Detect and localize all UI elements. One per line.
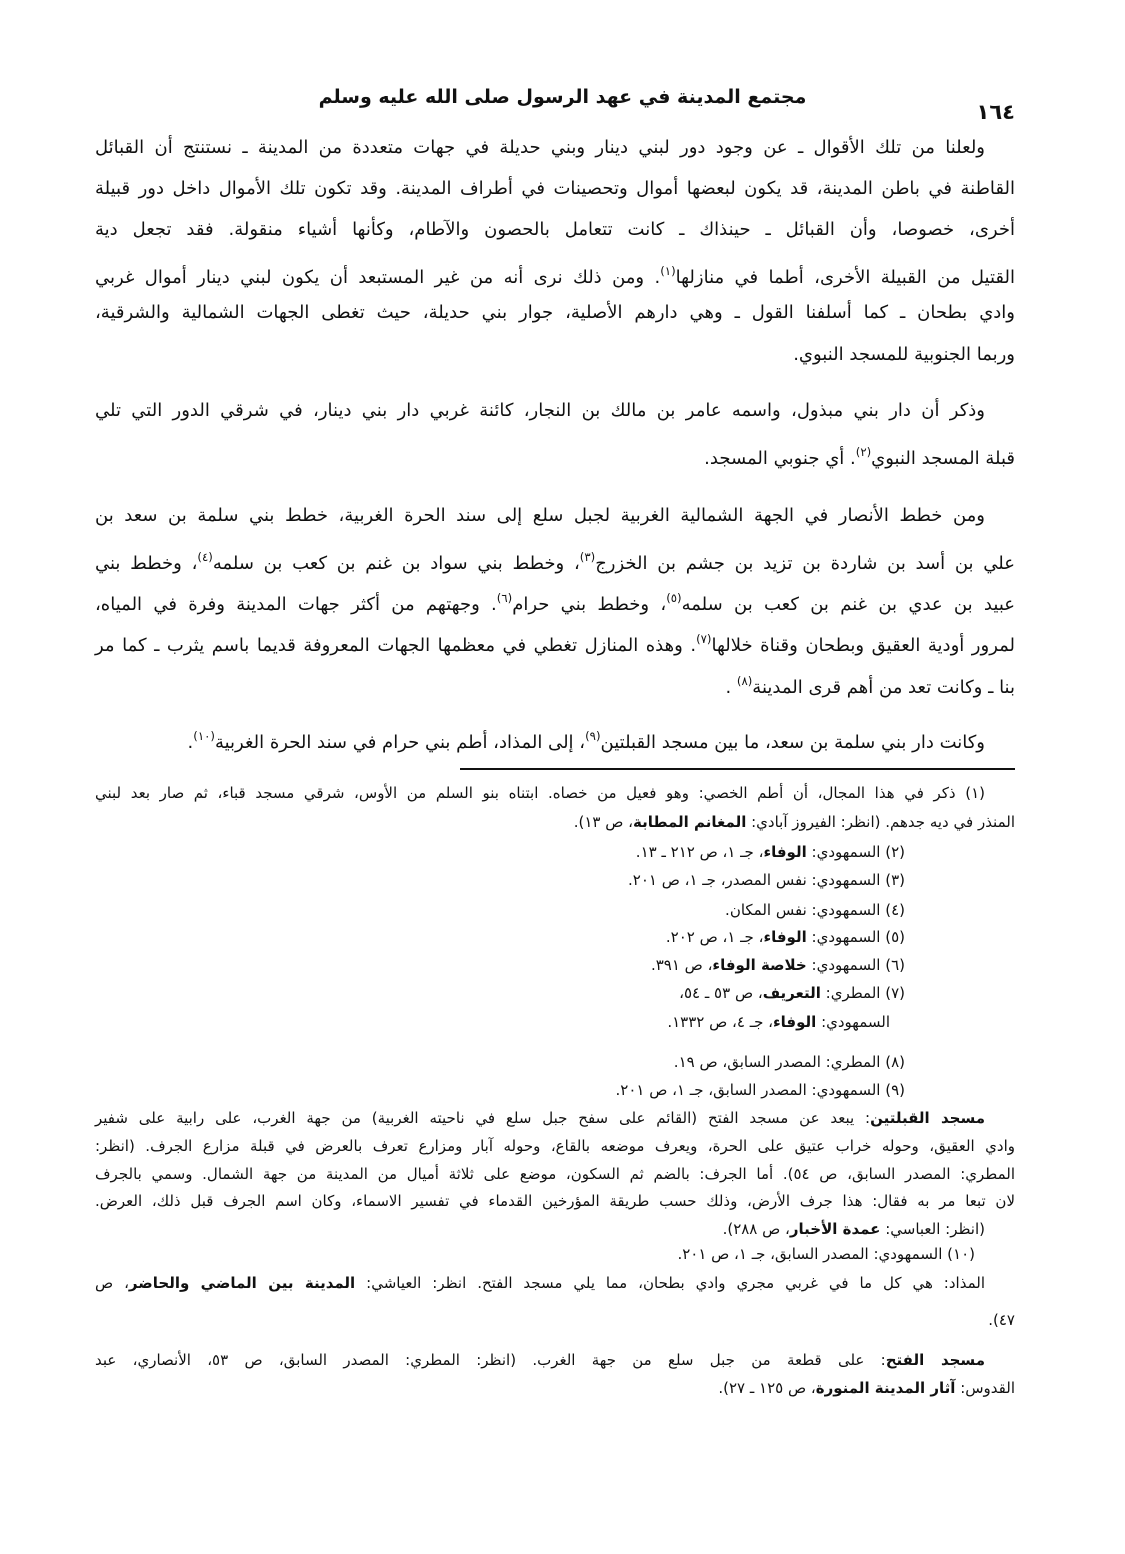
text-segment: : على قطعة من جبل سلع من جهة الغرب. (انظر: المطري: المصدر السابق، ص ٥٣، الأنصاري، عبد [95,1351,886,1369]
source-title: التعريف [762,984,821,1002]
text-segment: . وجهتهم من أكثر جهات المدينة وفرة في المياه، [95,594,497,616]
text-segment: المذاد: هي كل ما في غربي مجري وادي بطحان، مما يلي مسجد الفتح. انظر: العياشي: [355,1274,985,1292]
footnote-line [95,1217,985,1241]
text-segment: أخرى، خصوصا، وأن القبائل ـ حينذاك ـ كانت تتعامل بالحصون والآطام، وكأنها أشياء منقولة. فقد تجعل دية [95,219,1015,240]
footnote-ref: (٢) [855,445,872,459]
text-segment: المنذر في ديه جدهم. (انظر: الفيروز آبادي: [746,813,1015,831]
footnote-separator [460,768,1015,770]
footnote-line [95,1308,1015,1332]
text-segment: ، جـ ٤، ص ١٣٣٢. [667,1013,773,1031]
footnote-ref: (١٠) [193,729,215,743]
footnote-ref: (٥) [666,591,682,605]
source-title: آثار المدينة المنورة [815,1379,956,1397]
text-segment: ٤٧). [988,1311,1015,1329]
text-segment: علي بن أسد بن شاردة بن تزيد بن جشم بن الخزرج [595,553,1015,575]
text-segment: ، وخطط بني [95,553,198,575]
text-segment: ، ص ٥٣ ـ ٥٤، [679,984,763,1002]
text-segment: . أي جنوبي المسجد. [704,448,856,470]
text-segment: المطري: المصدر السابق، ص ٥٤). أما الجرف: بالضم ثم السكون، موضع على ثلاثة أميال من المدينة من جهة الشمال. وسمي بالجرف [95,1165,1015,1183]
text-segment: (١) ذكر في هذا المجال، أن أطم الخصي: وهو فعيل من خصاه. ابتناه بنو السلم من الأوس، شرقي مسجد قباء، ثم صار بعد لبني [95,784,985,802]
footnote-ref: (٣) [579,550,596,564]
text-segment: القتيل من القبيلة الأخرى، أطما في منازلها [675,267,1016,289]
text-segment: وادي العقيق، وحوله خراب عتيق على الحرة، ويعرف موضعه بالقاع، وحوله آبار ومزارع تعرف بالعرض في قبلة مزارع الجرف. (انظر: [95,1137,1015,1155]
text-segment: (٩) السمهودي: المصدر السابق، جـ ١، ص ٢٠١. [615,1081,905,1099]
text-segment: وكانت دار بني سلمة بن سعد، ما بين مسجد القبلتين [600,732,985,754]
text-segment: (٨) المطري: المصدر السابق، ص ١٩. [673,1053,905,1071]
body-line [95,721,985,754]
footnote-ref: (٩) [585,729,601,743]
body-line [95,542,1015,575]
footnote-line [95,1348,985,1372]
footnote-line [95,1078,905,1102]
text-segment: ، ص ١٣). [573,813,633,831]
footnote-line [95,1189,1015,1213]
text-segment: بنا ـ وكانت تعد من أهم قرى المدينة [752,677,1015,699]
text-segment: عبيد بن عدي بن غنم بن كعب بن سلمه [681,594,1015,616]
text-segment: : يبعد عن مسجد الفتح (القائم على سفح جبل سلع في ناحيته الغربية) من جهة الغرب، على رابية على شفير [95,1109,871,1127]
text-segment: لان تبعا مر به فقال: هذا جرف الأرض، وذلك حسب طريقة المؤرخين القدماء في تفسير الاسماء، وكان اسم الجرف قبل ذلك، العرض. [95,1192,1015,1210]
text-segment: . وهذه المنازل تغطي في معظمها الجهات المعروفة قديما باسم يثرب ـ كما مر [95,635,697,657]
body-line [95,133,985,163]
text-segment: وادي بطحان ـ كما أسلفنا القول ـ وهي دارهم الأصلية، جوار بني حديلة، حيث تغطى الجهات الشمالية والشرقية، [95,302,1015,323]
footnote-ref: (٦) [496,591,513,605]
footnote-ref: (١) [660,264,676,278]
source-title: المغانم المطابة [633,813,747,831]
text-segment: ، وخطط بني سواد بن غنم بن كعب بن سلمه [212,553,580,575]
text-segment: (٣) السمهودي: نفس المصدر، جـ ١، ص ٢٠١. [627,871,905,889]
text-segment: (٦) السمهودي: [806,956,905,974]
footnote-line [95,925,905,949]
text-segment: ومن خطط الأنصار في الجهة الشمالية الغربية لجبل سلع إلى سند الحرة الغربية، خطط بني سلمة بن سعد بن [95,505,985,526]
footnote-line [95,953,905,977]
footnote-ref: (٨) [736,674,753,688]
body-line [95,666,1015,699]
body-line [95,215,1015,245]
footnote-line [95,1271,985,1295]
text-segment: ، جـ ١، ص ٢٠٢. [665,928,764,946]
text-segment: لمرور أودية العقيق وبطحان وقناة خلالها [711,635,1016,657]
footnote-line [95,1376,1015,1400]
source-title: المدينة بين الماضي والحاضر [128,1274,356,1292]
source-title: الوفاء [763,843,807,861]
body-line [95,256,1016,289]
page-number: ١٦٤ [976,100,1015,124]
text-segment: ، ص ٢٨٨). [722,1220,790,1238]
text-segment: وربما الجنوبية للمسجد النبوي. [793,344,1015,365]
text-segment: ، ص ٣٩١. [650,956,713,974]
running-header: مجتمع المدينة في عهد الرسول صلى الله عليه وسلم [318,86,807,108]
source-title: خلاصة الوفاء [712,956,807,974]
footnote-line [95,810,1015,834]
footnote-line [95,1106,985,1130]
text-segment: (انظر: العباسي: [880,1220,985,1238]
source-title: عمدة الأخبار [789,1220,881,1238]
text-segment: ، ص [95,1274,129,1292]
footnote-line [95,868,905,892]
text-segment: ، جـ ١، ص ٢١٢ ـ ١٣. [635,843,764,861]
footnote-line [95,1242,975,1266]
footnote-line [95,898,905,922]
body-line [95,437,1015,470]
body-line [95,174,1015,204]
source-title: الوفاء [763,928,807,946]
body-line [95,624,1016,657]
text-segment: (٧) المطري: [820,984,905,1002]
text-segment: ، إلى المذاد، أطم بني حرام في سند الحرة الغربية [214,732,586,754]
footnote-ref: (٧) [696,632,712,646]
text-segment: (٥) السمهودي: [806,928,905,946]
text-segment: القدوس: [955,1379,1015,1397]
text-segment: . ومن ذلك نرى أنه من غير المستبعد أن يكون لبني دينار أموال غربي [95,267,661,289]
body-line [95,298,1015,328]
text-segment: ، وخطط بني حرام [512,594,667,616]
text-segment: ولعلنا من تلك الأقوال ـ عن وجود دور لبني دينار وبني حديلة في جهات متعددة من المدينة ـ نستنتج أن القبائل [95,137,985,158]
footnote-line [95,1050,905,1074]
footnote-line [95,1134,1015,1158]
text-segment: ، ص ١٢٥ ـ ٢٧). [718,1379,816,1397]
footnote-line [95,781,985,805]
body-line [95,340,1015,370]
text-segment: . [187,732,194,754]
text-segment: (٤) السمهودي: نفس المكان. [725,901,905,919]
text-segment: قبلة المسجد النبوي [871,448,1015,470]
text-segment: (٢) السمهودي: [806,843,905,861]
text-segment: القاطنة في باطن المدينة، قد يكون لبعضها أموال وتحصينات في أطراف المدينة. وقد تكون تلك الأموال داخل دور قبيلة [95,178,1015,199]
source-title: مسجد الفتح [885,1351,985,1369]
text-segment: وذكر أن دار بني مبذول، واسمه عامر بن مالك بن النجار، كائنة غربي دار بني دينار، في شرقي الدور التي تلي [95,400,985,421]
body-line [95,396,985,426]
footnote-line [95,1010,890,1034]
body-line [95,583,1015,616]
source-title: الوفاء [772,1013,817,1031]
footnote-line [95,840,905,864]
source-title: مسجد القبلتين [870,1109,985,1127]
footnote-line [95,981,905,1005]
text-segment: . [725,677,737,699]
footnote-line [95,1162,1015,1186]
text-segment: السمهودي: [816,1013,890,1031]
footnote-ref: (٤) [197,550,213,564]
text-segment: (١٠) السمهودي: المصدر السابق، جـ ١، ص ٢٠١. [677,1245,975,1263]
body-line [95,501,985,531]
